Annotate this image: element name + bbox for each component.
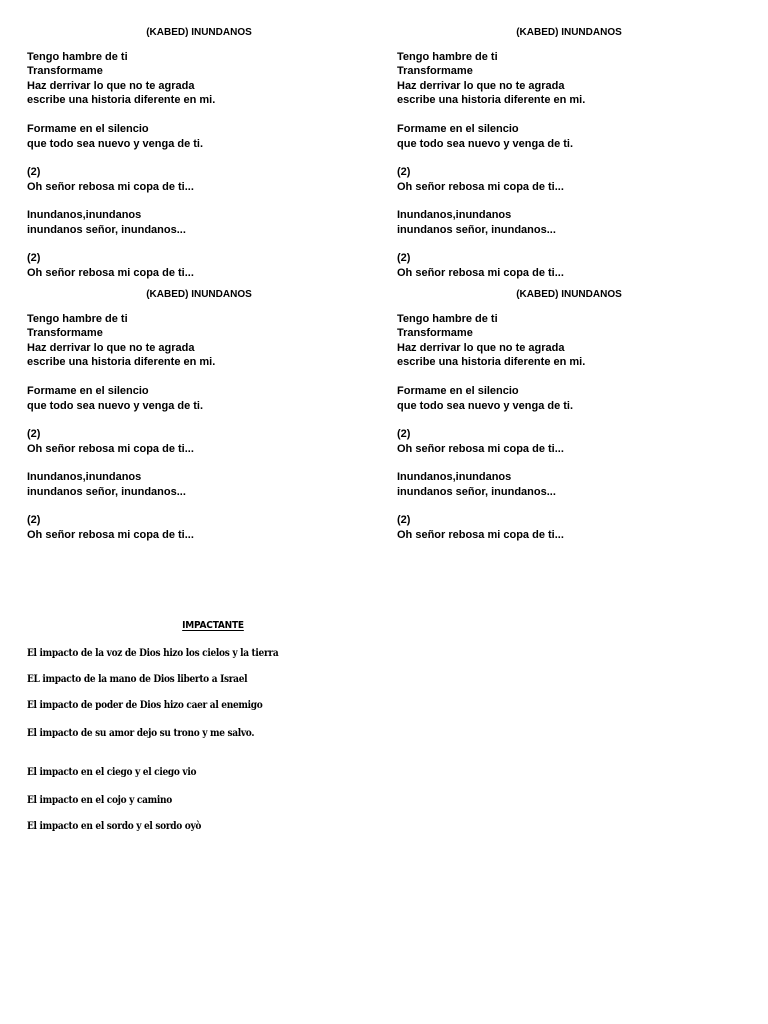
song-line: (2) bbox=[397, 166, 411, 178]
impactante-line: El impacto en el ciego y el ciego vio bbox=[27, 767, 197, 778]
song-line: inundanos señor, inundanos... bbox=[397, 486, 556, 498]
song-line: (2) bbox=[27, 514, 41, 526]
song-line: Formame en el silencio bbox=[27, 385, 149, 397]
song-line: (2) bbox=[397, 428, 411, 440]
song-line: Formame en el silencio bbox=[397, 123, 519, 135]
song-line: Tengo hambre de ti bbox=[397, 51, 498, 63]
song-line: Oh señor rebosa mi copa de ti... bbox=[397, 529, 564, 541]
song-line: Tengo hambre de ti bbox=[27, 313, 128, 325]
impactante-line: El impacto de la voz de Dios hizo los cielos y la tierra bbox=[27, 648, 279, 659]
song-line: Inundanos,inundanos bbox=[27, 209, 142, 221]
song-line: Oh señor rebosa mi copa de ti... bbox=[397, 181, 564, 193]
song-line: Oh señor rebosa mi copa de ti... bbox=[27, 267, 194, 279]
song-line: (2) bbox=[27, 166, 41, 178]
song-line: Transformame bbox=[27, 327, 103, 339]
song-line: Transformame bbox=[397, 327, 473, 339]
impactante-line: El impacto en el cojo y camino bbox=[27, 795, 172, 806]
song-line: Transformame bbox=[27, 65, 103, 77]
song-title: (KABED) INUNDANOS bbox=[516, 27, 622, 38]
song-line: Transformame bbox=[397, 65, 473, 77]
song-line: Haz derrivar lo que no te agrada bbox=[397, 342, 565, 354]
song-line: escribe una historia diferente en mi. bbox=[27, 356, 216, 368]
song-line: Tengo hambre de ti bbox=[397, 313, 498, 325]
song-line: inundanos señor, inundanos... bbox=[27, 486, 186, 498]
song-line: Oh señor rebosa mi copa de ti... bbox=[397, 267, 564, 279]
song-line: Inundanos,inundanos bbox=[397, 209, 512, 221]
song-line: Formame en el silencio bbox=[27, 123, 149, 135]
song-line: Haz derrivar lo que no te agrada bbox=[397, 80, 565, 92]
impactante-line: El impacto en el sordo y el sordo oyò bbox=[27, 821, 202, 832]
song-line: que todo sea nuevo y venga de ti. bbox=[27, 138, 204, 150]
song-line: escribe una historia diferente en mi. bbox=[397, 94, 586, 106]
song-line: Oh señor rebosa mi copa de ti... bbox=[27, 181, 194, 193]
song-title: (KABED) INUNDANOS bbox=[146, 27, 252, 38]
song-line: escribe una historia diferente en mi. bbox=[397, 356, 586, 368]
song-line: inundanos señor, inundanos... bbox=[27, 224, 186, 236]
song-title: (KABED) INUNDANOS bbox=[146, 289, 252, 300]
song-line: que todo sea nuevo y venga de ti. bbox=[397, 400, 574, 412]
impactante-line: EL impacto de la mano de Dios liberto a Israel bbox=[27, 674, 248, 685]
impactante-line: El impacto de poder de Dios hizo caer al enemigo bbox=[27, 700, 263, 711]
song-line: Inundanos,inundanos bbox=[397, 471, 512, 483]
song-line: escribe una historia diferente en mi. bbox=[27, 94, 216, 106]
song-line: que todo sea nuevo y venga de ti. bbox=[397, 138, 574, 150]
impactante-title: IMPACTANTE bbox=[182, 620, 244, 631]
song-line: Haz derrivar lo que no te agrada bbox=[27, 342, 195, 354]
song-line: (2) bbox=[397, 252, 411, 264]
song-line: Haz derrivar lo que no te agrada bbox=[27, 80, 195, 92]
song-line: inundanos señor, inundanos... bbox=[397, 224, 556, 236]
song-line: Tengo hambre de ti bbox=[27, 51, 128, 63]
song-line: (2) bbox=[27, 252, 41, 264]
song-line: Oh señor rebosa mi copa de ti... bbox=[27, 443, 194, 455]
song-title: (KABED) INUNDANOS bbox=[516, 289, 622, 300]
song-line: Oh señor rebosa mi copa de ti... bbox=[397, 443, 564, 455]
song-line: (2) bbox=[397, 514, 411, 526]
song-line: Formame en el silencio bbox=[397, 385, 519, 397]
song-line: Inundanos,inundanos bbox=[27, 471, 142, 483]
impactante-line: El impacto de su amor dejo su trono y me salvo. bbox=[27, 728, 255, 739]
song-line: (2) bbox=[27, 428, 41, 440]
song-line: que todo sea nuevo y venga de ti. bbox=[27, 400, 204, 412]
song-line: Oh señor rebosa mi copa de ti... bbox=[27, 529, 194, 541]
